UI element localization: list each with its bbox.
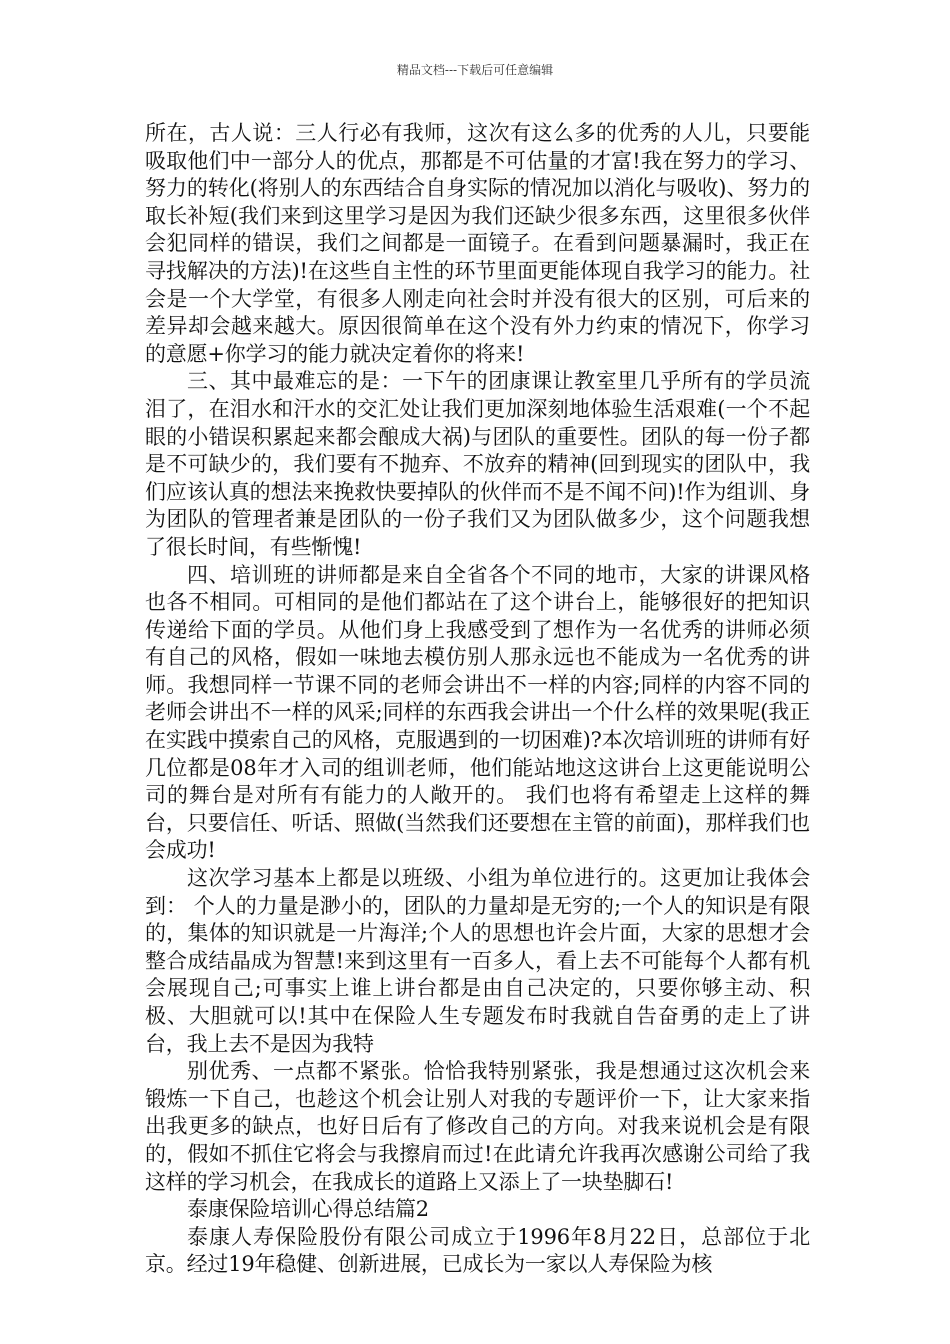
page-header: 精品文档---下载后可任意编辑: [396, 63, 554, 77]
paragraph-section-four: 四、培训班的讲师都是来自全省各个不同的地市，大家的讲课风格也各不相同。可相同的是他们都站在了这个讲台上，能够很好的把知识传递给下面的学员。从他们身上我感受到了想作为一名优秀的讲师必须有自己的风格，假如一味地去模仿别人那永远也不能成为一名优秀的讲师。我想同样一节课不同的老师会讲出不一样的内容;同样的内容不同的老师会讲出不一样的风采;同样的东西我会讲出一个什么样的效果呢(我正在实践中摸索自己的风格，克服遇到的一切困难)?本次培训班的讲师有好几位都是08年才入司的组训老师，他们能站地这这讲台上这更能说明公司的舞台是对所有有能力的人敞开的。 我们也将有希望走上这样的舞台，只要信任、听话、照做(当然我们还要想在主管的前面)，那样我们也会成功!: [145, 562, 810, 863]
paragraph-company-intro: 泰康人寿保险股份有限公司成立于1996年8月22日，总部位于北京。经过19年稳健、创新进展，已成长为一家以人寿保险为核: [145, 1224, 810, 1277]
paragraph-continuation: 所在，古人说：三人行必有我师，这次有这么多的优秀的人儿，只要能吸取他们中一部分人的优点，那都是不可估量的才富!我在努力的学习、努力的转化(将别人的东西结合自身实际的情况加以消化与吸收)、努力的取长补短(我们来到这里学习是因为我们还缺少很多东西，这里很多伙伴会犯同样的错误，我们之间都是一面镜子。在看到问题暴漏时，我正在寻找解决的方法)!在这些自主性的环节里面更能体现自我学习的能力。社会是一个大学堂，有很多人刚走向社会时并没有很大的区别，可后来的差异却会越来越大。原因很简单在这个没有外力约束的情况下，你学习的意愿+你学习的能力就决定着你的将来!: [145, 121, 810, 366]
section-heading: 泰康保险培训心得总结篇2: [187, 1197, 429, 1222]
document-body: [145, 120, 810, 1279]
paragraph-section-three: 三、其中最难忘的是：一下午的团康课让教室里几乎所有的学员流泪了，在泪水和汗水的交汇处让我们更加深刻地体验生活艰难(一个不起眼的小错误积累起来都会酿成大祸)与团队的重要性。团队的每一份子都是不可缺少的，我们要有不抛弃、不放弃的精神(回到现实的团队中，我们应该认真的想法来挽救快要掉队的伙伴而不是不闻不问)!作为组训、身为团队的管理者兼是团队的一份子我们又为团队做多少，这个问题我想了很长时间，有些惭愧!: [145, 369, 810, 559]
paragraph-group-study-continued: 别优秀、一点都不紧张。恰恰我特别紧张，我是想通过这次机会来锻炼一下自己，也趁这个机会让别人对我的专题评价一下，让大家来指出我更多的缺点，也好日后有了修改自己的方向。对我来说机会是有限的，假如不抓住它将会与我擦肩而过!在此请允许我再次感谢公司给了我这样的学习机会，在我成长的道路上又添上了一块垫脚石!: [145, 1059, 810, 1194]
paragraph-group-study: 这次学习基本上都是以班级、小组为单位进行的。这更加让我体会到： 个人的力量是渺小的，团队的力量却是无穷的;一个人的知识是有限的，集体的知识就是一片海洋;个人的思想也许会片面，大家的思想才会整合成结晶成为智慧!来到这里有一百多人，看上去不可能每个人都有机会展现自己;可事实上谁上讲台都是由自己决定的，只要你够主动、积极、大胆就可以!其中在保险人生专题发布时我就自告奋勇的走上了讲台，我上去不是因为我特: [145, 866, 810, 1056]
